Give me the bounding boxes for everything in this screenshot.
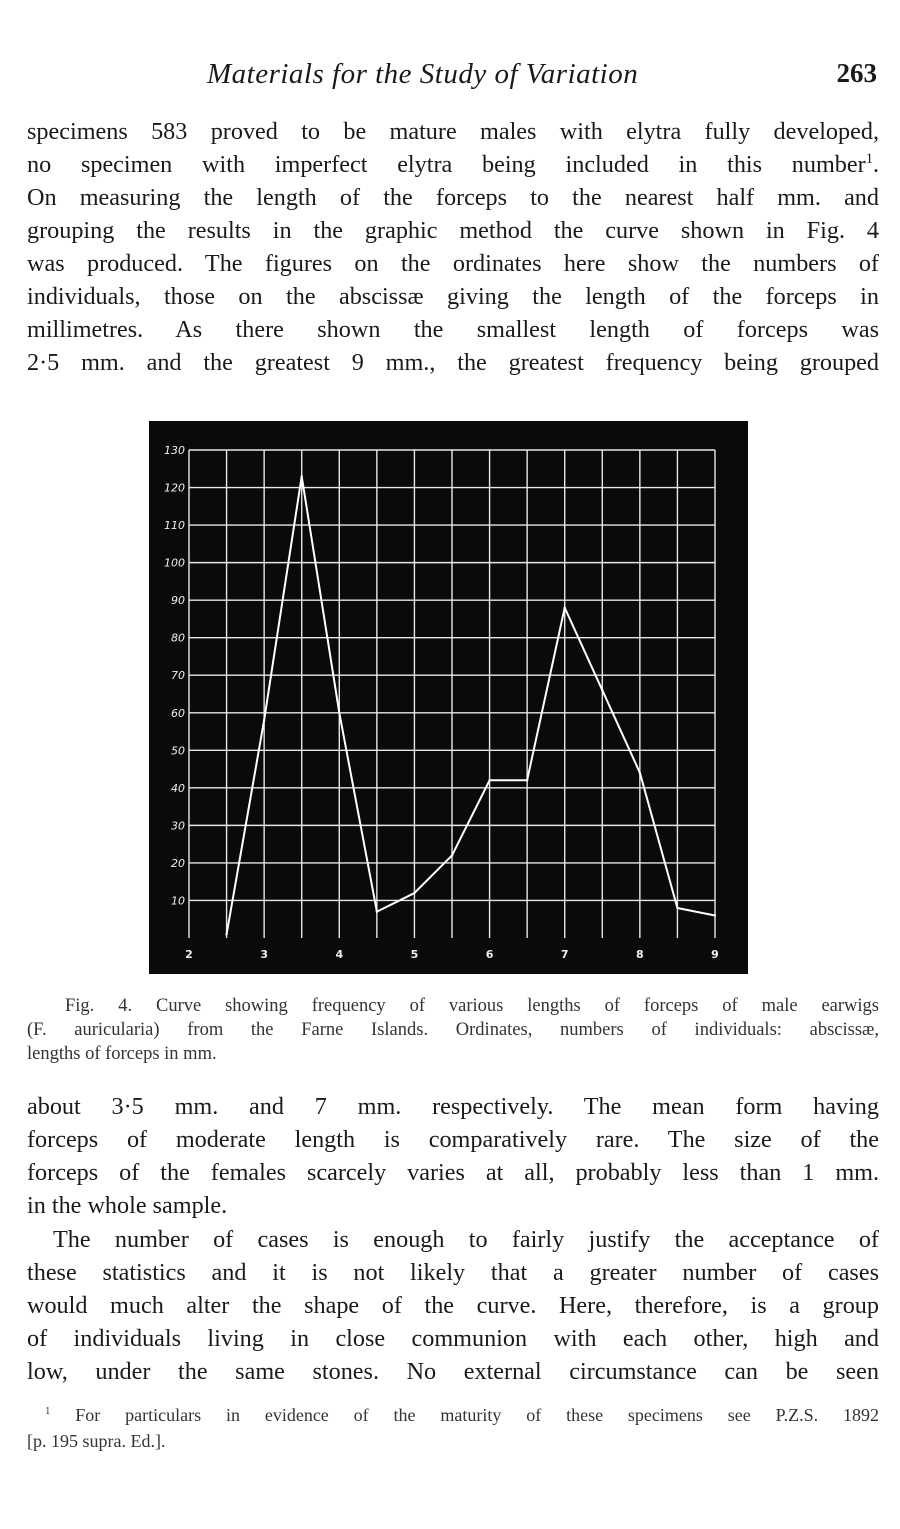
data-point: [376, 911, 378, 913]
text-line: grouping the results in the graphic method the curve shown in Fig. 4: [27, 217, 879, 244]
footnote-line: $^1$ For particulars in evidence of the maturity of these specimens see P.Z.S. 1892: [45, 1405, 879, 1425]
footnote-line: [p. 195 supra. Ed.].: [27, 1431, 166, 1451]
x-tick-label: 5: [410, 948, 419, 961]
text-line: low, under the same stones. No external circumstance can be seen: [27, 1358, 879, 1385]
data-point: [338, 712, 340, 714]
figure-caption: [27, 994, 879, 1066]
data-point: [601, 689, 603, 691]
data-point: [413, 892, 415, 894]
text-line: would much alter the shape of the curve. Here, therefore, is a group: [27, 1292, 879, 1319]
running-header: [27, 58, 877, 98]
data-point: [263, 719, 265, 721]
x-tick-label: 9: [711, 948, 719, 961]
data-point: [225, 933, 227, 935]
data-point: [451, 854, 453, 856]
caption-line: (F. auricularia) from the Farne Islands. Ordinates, numbers of individuals: abscissæ,: [27, 1020, 879, 1040]
y-tick-label: 100: [164, 556, 185, 570]
text-line: millimetres. As there shown the smallest length of forceps was: [27, 316, 879, 343]
x-tick-label: 8: [636, 948, 644, 961]
text-line: these statistics and it is not likely that a greater number of cases: [27, 1259, 879, 1286]
frequency-curve-chart: [149, 421, 748, 974]
text-line: 2·5 mm. and the greatest 9 mm., the greatest frequency being grouped: [27, 349, 879, 376]
text-line: forceps of moderate length is comparatively rare. The size of the: [27, 1126, 879, 1153]
paragraph-3: [27, 1223, 879, 1388]
x-tick-label: 6: [485, 948, 494, 961]
x-tick-label: 2: [185, 948, 193, 961]
text-line: On measuring the length of the forceps to the nearest half mm. and: [27, 184, 879, 211]
text-line: of individuals living in close communion with each other, high and: [27, 1325, 879, 1352]
paragraph-1: [27, 115, 879, 379]
y-tick-label: 40: [171, 781, 185, 795]
y-tick-label: 10: [171, 894, 185, 908]
data-point: [526, 779, 528, 781]
text-line: about 3·5 mm. and 7 mm. respectively. The mean form having: [27, 1093, 879, 1120]
text-line: no specimen with imperfect elytra being included in this number$^1$.: [27, 150, 879, 178]
text-line: The number of cases is enough to fairly justify the acceptance of: [53, 1226, 879, 1253]
caption-line: lengths of forceps in mm.: [27, 1044, 217, 1064]
y-tick-label: 120: [164, 481, 185, 495]
paragraph-2: [27, 1090, 879, 1222]
y-tick-label: 20: [171, 856, 185, 870]
text-line: individuals, those on the abscissæ giving the length of the forceps in: [27, 283, 879, 310]
text-line: forceps of the females scarcely varies at all, probably less than 1 mm.: [27, 1159, 879, 1186]
y-tick-label: 80: [171, 631, 185, 645]
text-line: was produced. The figures on the ordinates here show the numbers of: [27, 250, 879, 277]
x-tick-label: 7: [560, 948, 569, 961]
figure-4-chart: [149, 421, 748, 974]
y-tick-label: 60: [171, 706, 185, 720]
y-tick-label: 130: [164, 444, 185, 457]
x-tick-label: 4: [335, 948, 344, 961]
running-title: Materials for the Study of Variation: [207, 58, 639, 90]
data-point: [301, 475, 303, 477]
data-point: [676, 907, 678, 909]
footnote: [27, 1402, 879, 1454]
y-tick-label: 90: [171, 594, 185, 608]
data-point: [488, 779, 490, 781]
y-tick-label: 110: [164, 519, 185, 533]
caption-line: Fig. 4. Curve showing frequency of various lengths of forceps of male earwigs: [65, 996, 879, 1016]
data-point: [639, 772, 641, 774]
y-tick-label: 70: [171, 669, 185, 683]
page-number: 263: [836, 58, 877, 88]
text-line: specimens 583 proved to be mature males with elytra fully developed,: [27, 118, 879, 145]
y-tick-label: 50: [171, 744, 185, 758]
footnote-marker: 1: [865, 150, 873, 167]
data-point: [714, 914, 716, 916]
data-point: [564, 606, 566, 608]
footnote-marker: 1: [45, 1405, 51, 1417]
text-line: in the whole sample.: [27, 1192, 228, 1219]
y-tick-label: 30: [171, 819, 185, 833]
x-tick-label: 3: [260, 948, 268, 961]
series-line: [227, 476, 715, 934]
